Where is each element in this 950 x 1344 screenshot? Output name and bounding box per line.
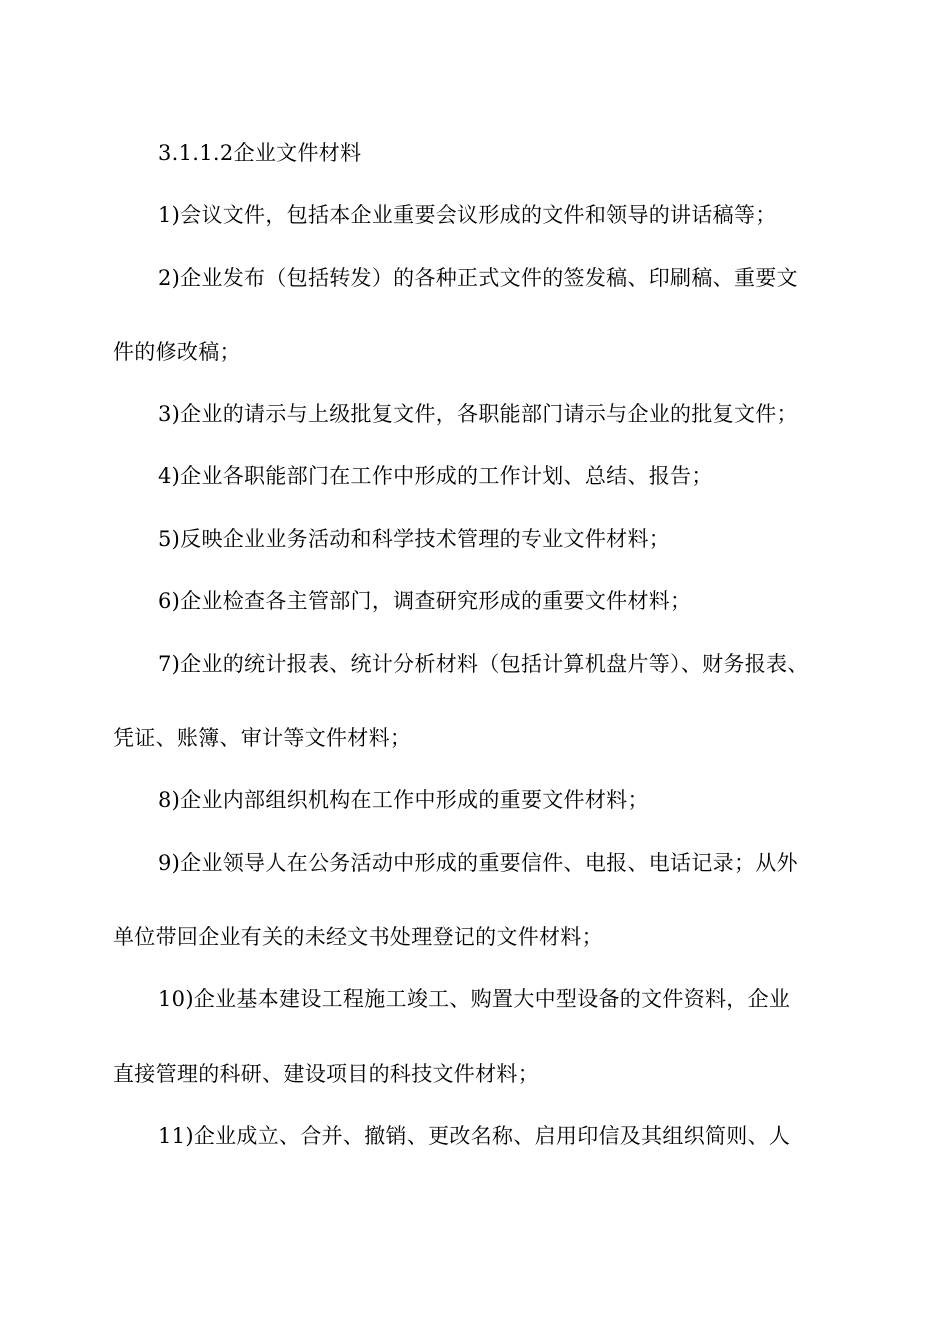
paragraph-line: 3)企业的请示与上级批复文件，各职能部门请示与企业的批复文件； [158,402,798,426]
paragraph-line: 7)企业的统计报表、统计分析材料（包括计算机盘片等）、财务报表、 [158,652,809,676]
section-heading: 3.1.1.2企业文件材料 [158,141,362,165]
paragraph-line: 1)会议文件，包括本企业重要会议形成的文件和领导的讲话稿等； [158,203,777,227]
paragraph-line: 10)企业基本建设工程施工竣工、购置大中型设备的文件资料，企业 [158,987,791,1011]
paragraph-line: 凭证、账簿、审计等文件材料； [113,726,412,750]
paragraph-line: 8)企业内部组织机构在工作中形成的重要文件材料； [158,788,649,812]
paragraph-line: 4)企业各职能部门在工作中形成的工作计划、总结、报告； [158,464,713,488]
paragraph-line: 件的修改稿； [113,340,241,364]
paragraph-line: 直接管理的科研、建设项目的科技文件材料； [113,1062,539,1086]
paragraph-line: 2)企业发布（包括转发）的各种正式文件的签发稿、印刷稿、重要文 [158,266,798,290]
paragraph-line: 6)企业检查各主管部门，调查研究形成的重要文件材料； [158,589,692,613]
paragraph-line: 5)反映企业业务活动和科学技术管理的专业文件材料； [158,527,671,551]
paragraph-line: 9)企业领导人在公务活动中形成的重要信件、电报、电话记录；从外 [158,851,798,875]
paragraph-line: 11)企业成立、合并、撤销、更改名称、启用印信及其组织简则、人 [158,1124,791,1148]
paragraph-line: 单位带回企业有关的未经文书处理登记的文件材料； [113,925,603,949]
